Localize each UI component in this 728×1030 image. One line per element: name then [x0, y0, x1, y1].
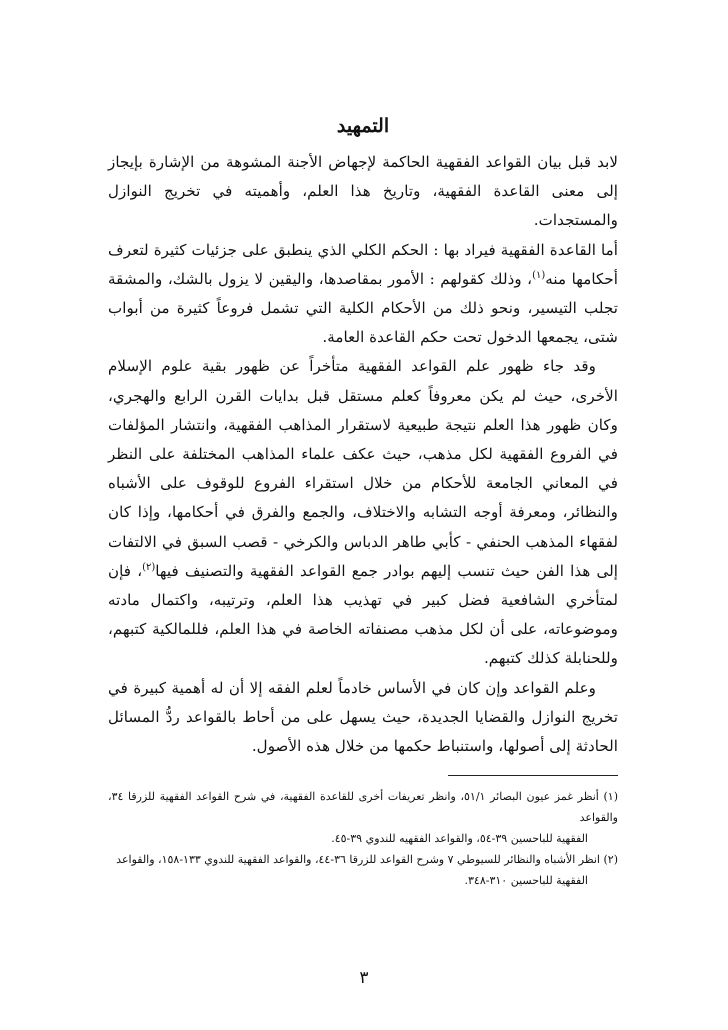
document-page [108, 112, 618, 891]
footnote-2-line-1: (٢) انظر الأشباه والنظائر للسيوطي ٧ وشرح القواعد للزرقا ٣٦-٤٤، والقواعد الفقهية للندوي ١٣٣-١٥٨، والقواعد [116, 853, 618, 867]
paragraph-definition-text-start: أما القاعدة الفقهية فيراد بها : الحكم الكلي الذي ينطبق على جزئيات كثيرة لتعرف أحكامها منه [108, 240, 619, 288]
footnote-1-line-2: الفقهية للباحسين ٣٩-٥٤، والقواعد الفقهيه للندوي ٣٩-٤٥. [331, 832, 588, 846]
footnote-divider [448, 775, 618, 776]
footnote-2-line-2: الفقهية للباحسين ٣١٠-٣٤٨. [464, 874, 588, 888]
footnotes [108, 786, 618, 891]
paragraph-history-text-end: ، فإن لمتأخري الشافعية فضل كبير في تهذيب هذا العلم، وترتيبه، واكتمال مادته وموضوعاته، على أن لكل مذهب مصنفاته الخاصة في هذا العلم، فللمالكية كتبهم، وللحنابلة كذلك كتبهم. [108, 561, 618, 668]
footnote-reference-2[interactable]: (٢) [142, 561, 156, 573]
paragraph-history-text-start: وقد جاء ظهور علم القواعد الفقهية متأخراً عن ظهور بقية علوم الإسلام الأخرى، حيث لم يكن معروفاً كعلم مستقل قبل بدايات القرن الرابع والهجري، وكان ظهور هذا العلم نتيجة طبيعية لاستقرار المذاهب الفقهية، وانتشار المؤلفات في الفروع الفقهية لكل مذهب، حيث عكف علماء المذاهب المختلفة على النظر في المعاني الجامعة للأحكام من خلال استقراء الفروع للوقوف على الأشباه والنظائر، ومعرفة أوجه التشابه والاختلاف، والجمع والفرق في أحكامها، وإذا كان لفقهاء المذهب الحنفي - كأبي طاهر الدباس والكرخي - قصب السبق في الالتفات إلى هذا الفن حيث تنسب إليهم بوادر جمع القواعد الفقهية والتصنيف فيها [108, 357, 618, 580]
paragraph-history [108, 352, 618, 673]
paragraph-importance: وعلم القواعد وإن كان في الأساس خادماً لعلم الفقه إلا أن له أهمية كبيرة في تخريج النوازل والقضايا الجديدة، حيث يسهل على من أحاط بالقواعد ردُّ المسائل الحادثة إلى أصولها، واستنباط حكمها من خلال هذه الأصول. [108, 678, 618, 756]
footnote-reference-1[interactable]: (١) [532, 269, 546, 281]
paragraph-intro: لابد قبل بيان القواعد الفقهية الحاكمة لإجهاض الأجنة المشوهة من الإشارة بإيجاز إلى معنى القاعدة الفقهية، وتاريخ هذا العلم، وأهميته في تخريج النوازل والمستجدات. [108, 153, 618, 230]
page-title: التمهيد [336, 115, 390, 137]
footnote-1-line-1: (١) أنظر غمز عيون البصائر ٥١/١، وانظر تعريفات أخرى للقاعدة الفقهية، في شرح القواعد الفقهية للزرقا ٣٤، والقواعد [108, 790, 618, 825]
paragraph-definition [108, 236, 618, 353]
page-number: ٣ [359, 968, 369, 988]
paragraph-definition-text-end: ، وذلك كقولهم : الأمور بمقاصدها، واليقين لا يزول بالشك، والمشقة تجلب التيسير، ونحو ذلك من الأحكام الكلية التي تشمل فروعاً كثيرة من أبواب شتى، يجمعها الدخول تحت حكم القاعدة العامة. [108, 269, 618, 347]
